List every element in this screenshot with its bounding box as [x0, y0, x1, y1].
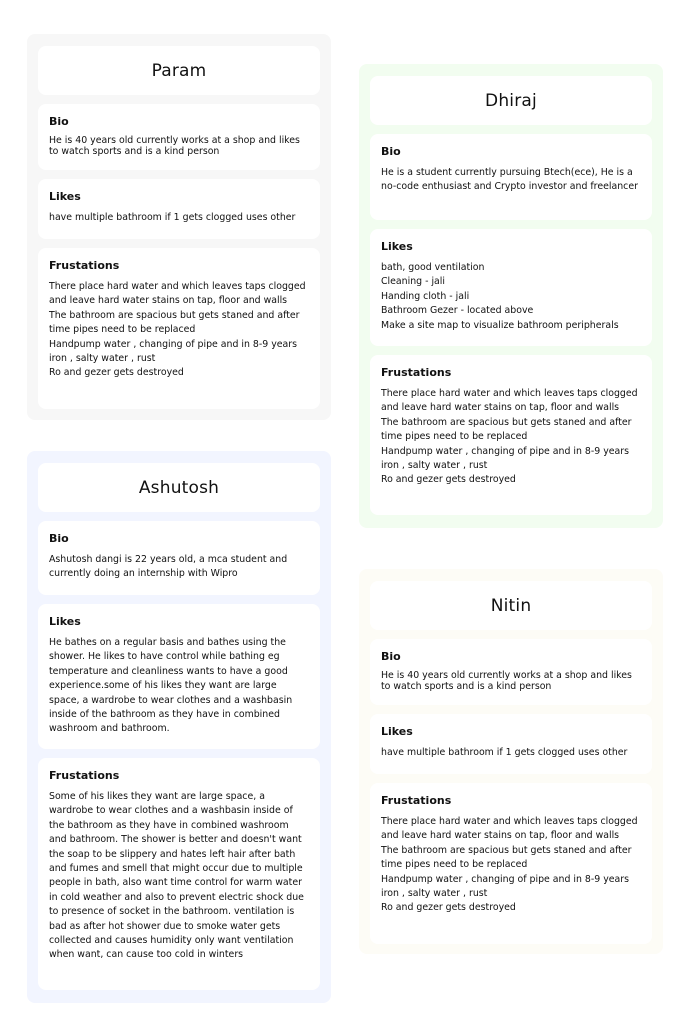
frustrations-list — [49, 790, 309, 963]
persona-panel-nitin — [359, 569, 663, 954]
frustrations-list — [49, 280, 309, 381]
bio-text: Ashutosh dangi is 22 years old, a mca student and currently doing an internship with Wipro — [49, 554, 288, 580]
frustrations-card — [370, 355, 652, 515]
persona-name: Nitin — [490, 595, 532, 616]
frustrations-card — [38, 758, 320, 990]
bio-card — [370, 639, 652, 705]
frustrations-list — [381, 387, 641, 488]
frustrations-item: The bathroom are spacious but gets staned and after time pipes need to be replaced — [381, 416, 632, 443]
frustrations-item: Ro and gezer gets destroyed — [381, 902, 516, 914]
bio-card — [370, 134, 652, 220]
bio-text: He is 40 years old currently works at a shop and likes to watch sports and is a kind person — [381, 670, 632, 692]
likes-list — [49, 211, 309, 225]
persona-panel-dhiraj — [359, 64, 663, 528]
frustrations-list — [381, 815, 641, 916]
frustrations-item: There place hard water and which leaves taps clogged and leave hard water stains on tap, floor and walls — [381, 816, 638, 842]
frustrations-title: Frustations — [49, 769, 120, 782]
persona-panel-param — [27, 34, 331, 420]
persona-name: Dhiraj — [485, 90, 537, 111]
bio-card — [38, 521, 320, 595]
likes-item: Make a site map to visualize bathroom peripherals — [381, 319, 619, 331]
likes-card — [38, 604, 320, 749]
frustrations-item: Ro and gezer gets destroyed — [381, 474, 516, 486]
frustrations-item: There place hard water and which leaves taps clogged and leave hard water stains on tap, floor and walls — [49, 281, 306, 307]
likes-item: Handing cloth - jali — [381, 290, 470, 302]
frustrations-item: The bathroom are spacious but gets staned and after time pipes need to be replaced — [49, 309, 300, 336]
bio-title: Bio — [381, 145, 401, 158]
frustrations-item: Handpump water , changing of pipe and in 8-9 years iron , salty water , rust — [49, 338, 298, 365]
persona-panel-ashutosh — [27, 451, 331, 1003]
likes-item: He bathes on a regular basis and bathes using the shower. He likes to have control while bathing eg temperature and cleanliness wants to have a good experience.some of his likes they want are large space, a wardrobe to wear clothes and a washbasin inside of the bathroom as they have in combined washroom and bathroom. — [49, 637, 293, 735]
bio-card — [38, 104, 320, 170]
likes-item: Bathroom Gezer - located above — [381, 305, 534, 317]
bio-text: He is 40 years old currently works at a shop and likes to watch sports and is a kind person — [49, 135, 300, 157]
persona-name-card — [38, 46, 320, 95]
likes-item: have multiple bathroom if 1 gets clogged uses other — [381, 747, 628, 758]
frustrations-title: Frustations — [381, 794, 452, 807]
bio-text: He is a student currently pursuing Btech(ece), He is a no-code enthusiast and Crypto investor and freelancer — [381, 167, 638, 193]
bio-title: Bio — [381, 650, 401, 663]
likes-list — [381, 746, 641, 760]
likes-card — [38, 179, 320, 239]
likes-item: Cleaning - jali — [381, 276, 446, 288]
persona-name-card — [370, 76, 652, 125]
frustrations-card — [370, 783, 652, 944]
likes-title: Likes — [49, 615, 81, 628]
persona-name-card — [370, 581, 652, 630]
likes-title: Likes — [381, 725, 413, 738]
persona-name: Param — [151, 60, 207, 81]
likes-title: Likes — [49, 190, 81, 203]
frustrations-item: Ro and gezer gets destroyed — [49, 367, 184, 379]
frustrations-item: Handpump water , changing of pipe and in 8-9 years iron , salty water , rust — [381, 873, 630, 900]
likes-title: Likes — [381, 240, 413, 253]
likes-item: have multiple bathroom if 1 gets clogged uses other — [49, 212, 296, 223]
frustrations-title: Frustations — [381, 366, 452, 379]
likes-list — [381, 261, 641, 333]
likes-list — [49, 636, 309, 737]
frustrations-card — [38, 248, 320, 409]
frustrations-item: Handpump water , changing of pipe and in 8-9 years iron , salty water , rust — [381, 445, 630, 472]
persona-name: Ashutosh — [138, 477, 220, 498]
bio-title: Bio — [49, 115, 69, 128]
frustrations-item: Some of his likes they want are large space, a wardrobe to wear clothes and a washbasin inside of the bathroom as they have in combined washroom and bathroom. The shower is better and doesn't want the soap to be slippery and hates left hair after bath and fumes and smell that might occur due to multiple people in bath, also want time control for warm water in cold weather and also to prevent electric shock due to presence of socket in the bathroom. ventilation is bad as after hot shower due to smoke water gets collected and causes humidity only want ventilation when want, can cause too cold in winters — [49, 791, 304, 961]
frustrations-item: The bathroom are spacious but gets staned and after time pipes need to be replaced — [381, 844, 632, 871]
likes-card — [370, 714, 652, 774]
likes-card — [370, 229, 652, 346]
bio-title: Bio — [49, 532, 69, 545]
frustrations-item: There place hard water and which leaves taps clogged and leave hard water stains on tap, floor and walls — [381, 388, 638, 414]
frustrations-title: Frustations — [49, 259, 120, 272]
likes-item: bath, good ventilation — [381, 262, 485, 273]
persona-name-card — [38, 463, 320, 512]
